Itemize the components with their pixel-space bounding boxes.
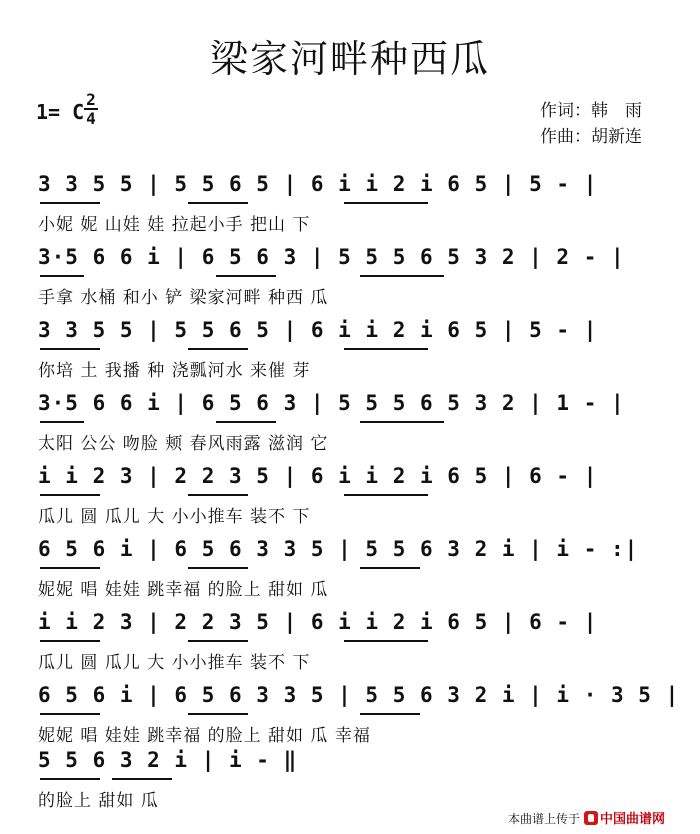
time-signature-bottom: 4 — [86, 109, 96, 128]
score-row — [30, 683, 680, 755]
lyric-line: 妮妮 唱 娃娃 跳幸福 的脸上 甜如 瓜 — [38, 580, 329, 600]
underline — [360, 713, 420, 715]
key-signature: 1= C — [36, 100, 85, 124]
underline — [344, 348, 428, 350]
notation-line: i i 2 3 | 2 2 3 5 | 6 i i 2 i 6 5 | 6 - | — [38, 610, 598, 634]
underline — [344, 202, 428, 204]
underline — [360, 567, 420, 569]
footer-credit — [508, 808, 665, 827]
notation-line: 3 3 5 5 | 5 5 6 5 | 6 i i 2 i 6 5 | 5 - | — [38, 172, 598, 196]
underline — [40, 421, 84, 423]
song-title: 梁家河畔种西瓜 — [209, 37, 490, 81]
underline — [360, 275, 444, 277]
notation-line: 3·5 6 6 i | 6 5 6 3 | 5 5 5 6 5 3 2 | 1 - | — [38, 391, 625, 415]
underline — [216, 421, 276, 423]
underline — [40, 778, 100, 780]
underline — [40, 494, 100, 496]
lyric-line: 小妮 妮 山娃 娃 拉起小手 把山 下 — [38, 215, 311, 235]
notation-line: 3·5 6 6 i | 6 5 6 3 | 5 5 5 6 5 3 2 | 2 - | — [38, 245, 625, 269]
underline — [344, 494, 428, 496]
score-row — [30, 610, 680, 682]
underline — [360, 421, 444, 423]
score-row — [30, 318, 680, 390]
lyric-line: 瓜儿 圆 瓜儿 大 小小推车 装不 下 — [38, 507, 311, 527]
underline — [188, 713, 248, 715]
composer-credit: 作曲：胡新连 — [540, 127, 642, 147]
footer-brand[interactable]: 中国曲谱网 — [600, 812, 666, 827]
score-row — [30, 172, 680, 244]
score-row — [30, 537, 680, 609]
underline — [40, 567, 100, 569]
notation-line: 6 5 6 i | 6 5 6 3 3 5 | 5 5 6 3 2 i | i · 3 5 | — [38, 683, 680, 707]
notation-line: 3 3 5 5 | 5 5 6 5 | 6 i i 2 i 6 5 | 5 - | — [38, 318, 598, 342]
lyric-line: 的脸上 甜如 瓜 — [38, 791, 159, 811]
underline — [40, 275, 84, 277]
score-row — [30, 391, 680, 463]
underline — [188, 494, 248, 496]
notation-line: 5 5 6 3 2 i | i - ‖ — [38, 748, 298, 772]
lyric-line: 手拿 水桶 和小 铲 梁家河畔 种西 瓜 — [38, 288, 329, 308]
underline — [40, 713, 100, 715]
underline — [40, 202, 100, 204]
underline — [188, 202, 248, 204]
underline — [344, 640, 428, 642]
lyricist-credit: 作词：韩 雨 — [540, 101, 642, 121]
lyric-line: 太阳 公公 吻脸 颊 春风雨露 滋润 它 — [38, 434, 329, 454]
underline — [188, 567, 248, 569]
lyric-line: 瓜儿 圆 瓜儿 大 小小推车 装不 下 — [38, 653, 311, 673]
footer-prefix: 本曲谱上传于 — [508, 812, 581, 826]
underline — [188, 348, 248, 350]
time-signature-top: 2 — [86, 90, 96, 109]
notation-line: i i 2 3 | 2 2 3 5 | 6 i i 2 i 6 5 | 6 - | — [38, 464, 598, 488]
underline — [40, 640, 100, 642]
underline — [40, 348, 100, 350]
score-row — [30, 464, 680, 536]
time-signature — [84, 92, 98, 126]
notation-line: 6 5 6 i | 6 5 6 3 3 5 | 5 5 6 3 2 i | i - :| — [38, 537, 639, 561]
underline — [112, 778, 172, 780]
lyric-line: 你培 土 我播 种 浇瓢河水 来催 芽 — [38, 361, 311, 381]
underline — [188, 640, 248, 642]
score-row — [30, 245, 680, 317]
underline — [216, 275, 276, 277]
site-logo-icon — [584, 811, 598, 825]
lyric-line: 妮妮 唱 娃娃 跳幸福 的脸上 甜如 瓜 幸福 — [38, 726, 371, 746]
